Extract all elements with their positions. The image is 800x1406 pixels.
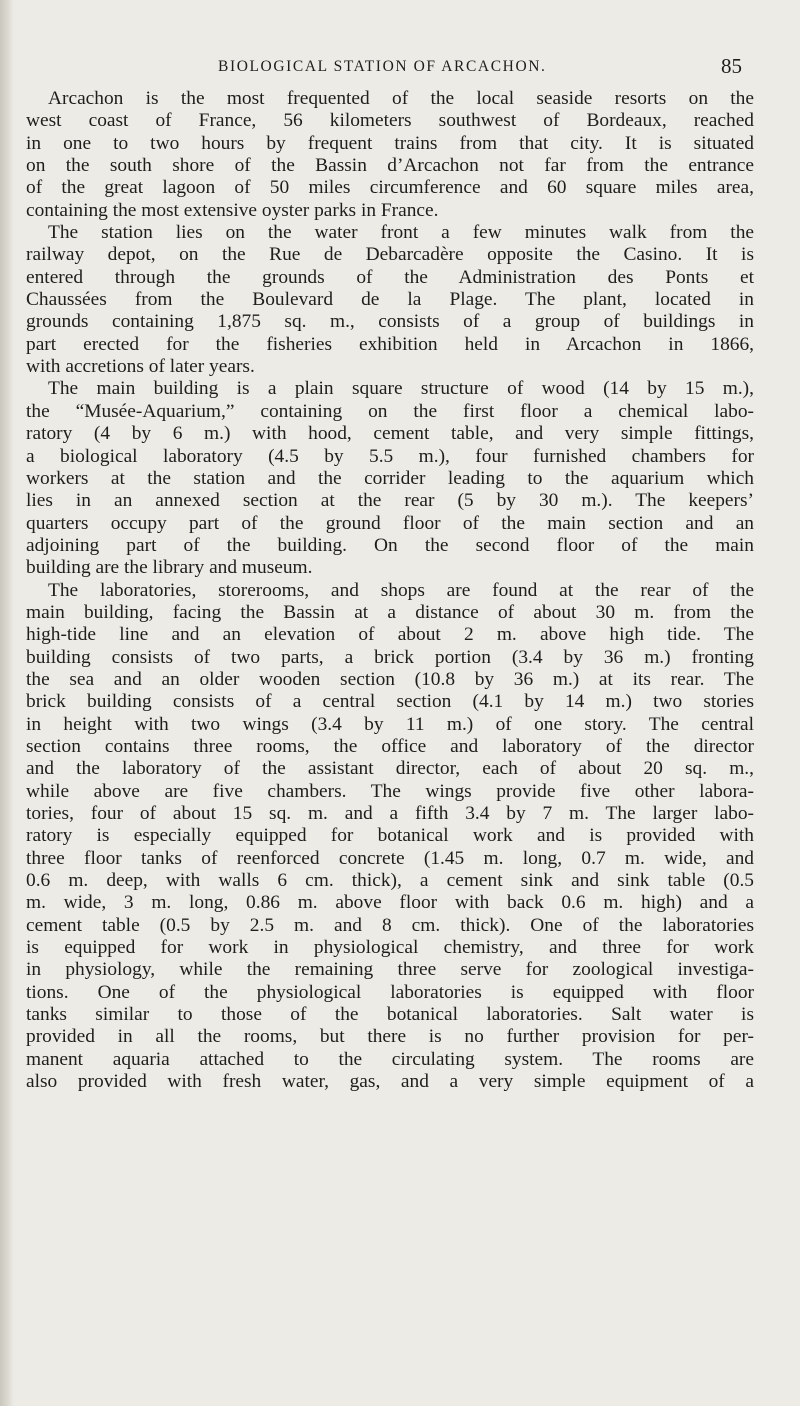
text-line: grounds containing 1,875 sq. m., consists of a group of buildings in: [26, 311, 754, 333]
text-line: the sea and an older wooden section (10.8 by 36 m.) at its rear. The: [26, 668, 754, 690]
running-head-title: BIOLOGICAL STATION OF ARCACHON.: [218, 58, 547, 75]
text-line: of the great lagoon of 50 miles circumference and 60 square miles area,: [26, 177, 754, 199]
text-line: ratory (4 by 6 m.) with hood, cement table, and very simple fittings,: [26, 423, 754, 445]
body-text: [26, 88, 754, 1093]
text-line: m. wide, 3 m. long, 0.86 m. above floor with back 0.6 m. high) and a: [26, 892, 754, 914]
text-line: in height with two wings (3.4 by 11 m.) of one story. The central: [26, 713, 754, 735]
text-line: railway depot, on the Rue de Debarcadère opposite the Casino. It is: [26, 244, 754, 266]
text-line: part erected for the fisheries exhibition held in Arcachon in 1866,: [26, 333, 754, 355]
text-line: lies in an annexed section at the rear (5 by 30 m.). The keepers’: [26, 490, 754, 512]
text-line: quarters occupy part of the ground floor of the main section and an: [26, 512, 754, 534]
text-line: in one to two hours by frequent trains from that city. It is situated: [26, 132, 754, 154]
text-line: workers at the station and the corrider leading to the aquarium which: [26, 467, 754, 489]
text-line: entered through the grounds of the Administration des Ponts et: [26, 266, 754, 288]
text-line: brick building consists of a central section (4.1 by 14 m.) two stories: [26, 691, 754, 713]
text-line: high-tide line and an elevation of about 2 m. above high tide. The: [26, 624, 754, 646]
text-line: with accretions of later years.: [26, 356, 255, 378]
text-line: The main building is a plain square structure of wood (14 by 15 m.),: [48, 378, 754, 400]
text-line: while above are five chambers. The wings provide five other labora-: [26, 780, 754, 802]
text-line: The station lies on the water front a few minutes walk from the: [48, 222, 754, 244]
text-line: building are the library and museum.: [26, 557, 313, 579]
text-line: manent aquaria attached to the circulating system. The rooms are: [26, 1048, 754, 1070]
text-line: 0.6 m. deep, with walls 6 cm. thick), a cement sink and sink table (0.5: [26, 870, 754, 892]
text-line: containing the most extensive oyster parks in France.: [26, 199, 439, 221]
paragraph: [26, 88, 754, 222]
text-line: cement table (0.5 by 2.5 m. and 8 cm. thick). One of the laboratories: [26, 914, 754, 936]
text-line: a biological laboratory (4.5 by 5.5 m.), four furnished chambers for: [26, 445, 754, 467]
text-line: Arcachon is the most frequented of the local seaside resorts on the: [48, 88, 754, 109]
text-line: and the laboratory of the assistant director, each of about 20 sq. m.,: [26, 758, 754, 780]
text-line: also provided with fresh water, gas, and a very simple equipment of a: [26, 1071, 754, 1093]
text-line: provided in all the rooms, but there is no further provision for per-: [26, 1026, 754, 1048]
text-line: The laboratories, storerooms, and shops are found at the rear of the: [48, 579, 754, 601]
text-line: tanks similar to those of the botanical laboratories. Salt water is: [26, 1004, 754, 1026]
binding-edge-shadow: [0, 0, 14, 1406]
paragraph: [26, 378, 754, 579]
running-head: [0, 52, 800, 82]
text-line: the “Musée-Aquarium,” containing on the first floor a chemical labo-: [26, 400, 754, 422]
text-line: is equipped for work in physiological chemistry, and three for work: [26, 937, 754, 959]
text-line: section contains three rooms, the office and laboratory of the director: [26, 735, 754, 757]
text-line: on the south shore of the Bassin d’Arcachon not far from the entrance: [26, 155, 754, 177]
text-line: west coast of France, 56 kilometers southwest of Bordeaux, reached: [26, 110, 754, 132]
text-line: main building, facing the Bassin at a distance of about 30 m. from the: [26, 601, 754, 623]
text-line: building consists of two parts, a brick portion (3.4 by 36 m.) fronting: [26, 646, 754, 668]
text-line: ratory is especially equipped for botanical work and is provided with: [26, 825, 754, 847]
text-line: in physiology, while the remaining three serve for zoological investiga-: [26, 959, 754, 981]
text-line: tions. One of the physiological laboratories is equipped with floor: [26, 981, 754, 1003]
page-number: 85: [721, 54, 742, 78]
paragraph: [26, 580, 754, 1094]
paragraph: [26, 222, 754, 378]
text-line: adjoining part of the building. On the second floor of the main: [26, 534, 754, 556]
text-line: tories, four of about 15 sq. m. and a fifth 3.4 by 7 m. The larger labo-: [26, 803, 754, 824]
text-line: Chaussées from the Boulevard de la Plage. The plant, located in: [26, 289, 754, 311]
text-line: three floor tanks of reenforced concrete (1.45 m. long, 0.7 m. wide, and: [26, 847, 754, 869]
